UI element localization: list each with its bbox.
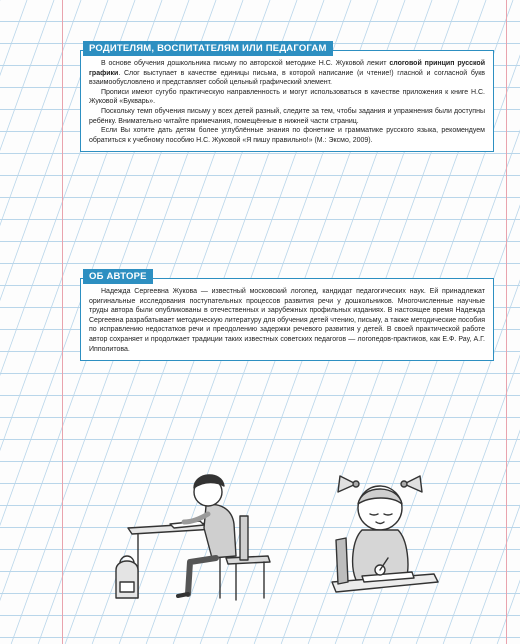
margin-line-right	[506, 0, 507, 644]
slant-line	[497, 0, 520, 644]
parents-paragraph-1	[89, 59, 485, 88]
parents-p1-bold: слоговой принцип русской графики	[89, 60, 485, 77]
slant-line	[0, 0, 27, 644]
parents-paragraph-2: Прописи имеют сугубо практическую направленность и могут использоваться в качестве приложения к книге Н.С. Жуковой «Букварь».	[89, 88, 485, 106]
author-box-title: ОБ АВТОРЕ	[83, 269, 153, 284]
slant-line	[0, 0, 81, 644]
author-info-box	[80, 271, 494, 361]
parents-box-title: РОДИТЕЛЯМ, ВОСПИТАТЕЛЯМ ИЛИ ПЕДАГОГАМ	[83, 41, 333, 56]
boy-writing-illustration	[108, 458, 288, 608]
girl-writing-illustration	[322, 470, 442, 610]
parents-paragraph-4: Если Вы хотите дать детям более углублённые знания по фонетике и грамматике русского языка, рекомендуем обратиться к учебному пособию Н.С. Жуковой «Я пишу правильно!» (М.: Эксмо, 2009).	[89, 127, 485, 144]
margin-line-left	[62, 0, 63, 644]
parents-info-box	[80, 43, 494, 152]
parents-paragraph-3: Поскольку темп обучения письму у всех детей разный, следите за тем, чтобы задания и упражнения были доступны ребёнку. Внимательно читайте примечания, помещённые в нижней части страниц.	[89, 107, 485, 125]
parents-p1-text-b: . Слог выступает в качестве единицы письма, в которой написание (и чтение!) гласной и согласной букв взаимообусловлено и представляет собой цельный графический элемент.	[89, 69, 485, 87]
parents-p1-text-a: В основе обучения дошкольника письму по авторской методике Н.С. Жуковой лежит	[101, 60, 390, 67]
author-paragraph-1: Надежда Сергеевна Жукова — известный московский логопед, кандидат педагогических наук. Ей принадлежат оригинальные исследования поступательных процессов развития речи у дошкольников. Многочисленные научные труды автора были опубликованы в отечественных и зарубежных профильных изданиях. В настоящее время Надежда Сергеевна разрабатывает методическую литературу для обучения детей чтению, письму, а также методические пособия по исправлению недостатков речи и преодолению задержки речевого развития у детей. В своей практической работе автор сохраняет и продолжает традиции таких известных советских педагогов — логопедов-практиков, как Е.Ф. Рау, А.Г. Ипполитова.	[89, 288, 485, 353]
